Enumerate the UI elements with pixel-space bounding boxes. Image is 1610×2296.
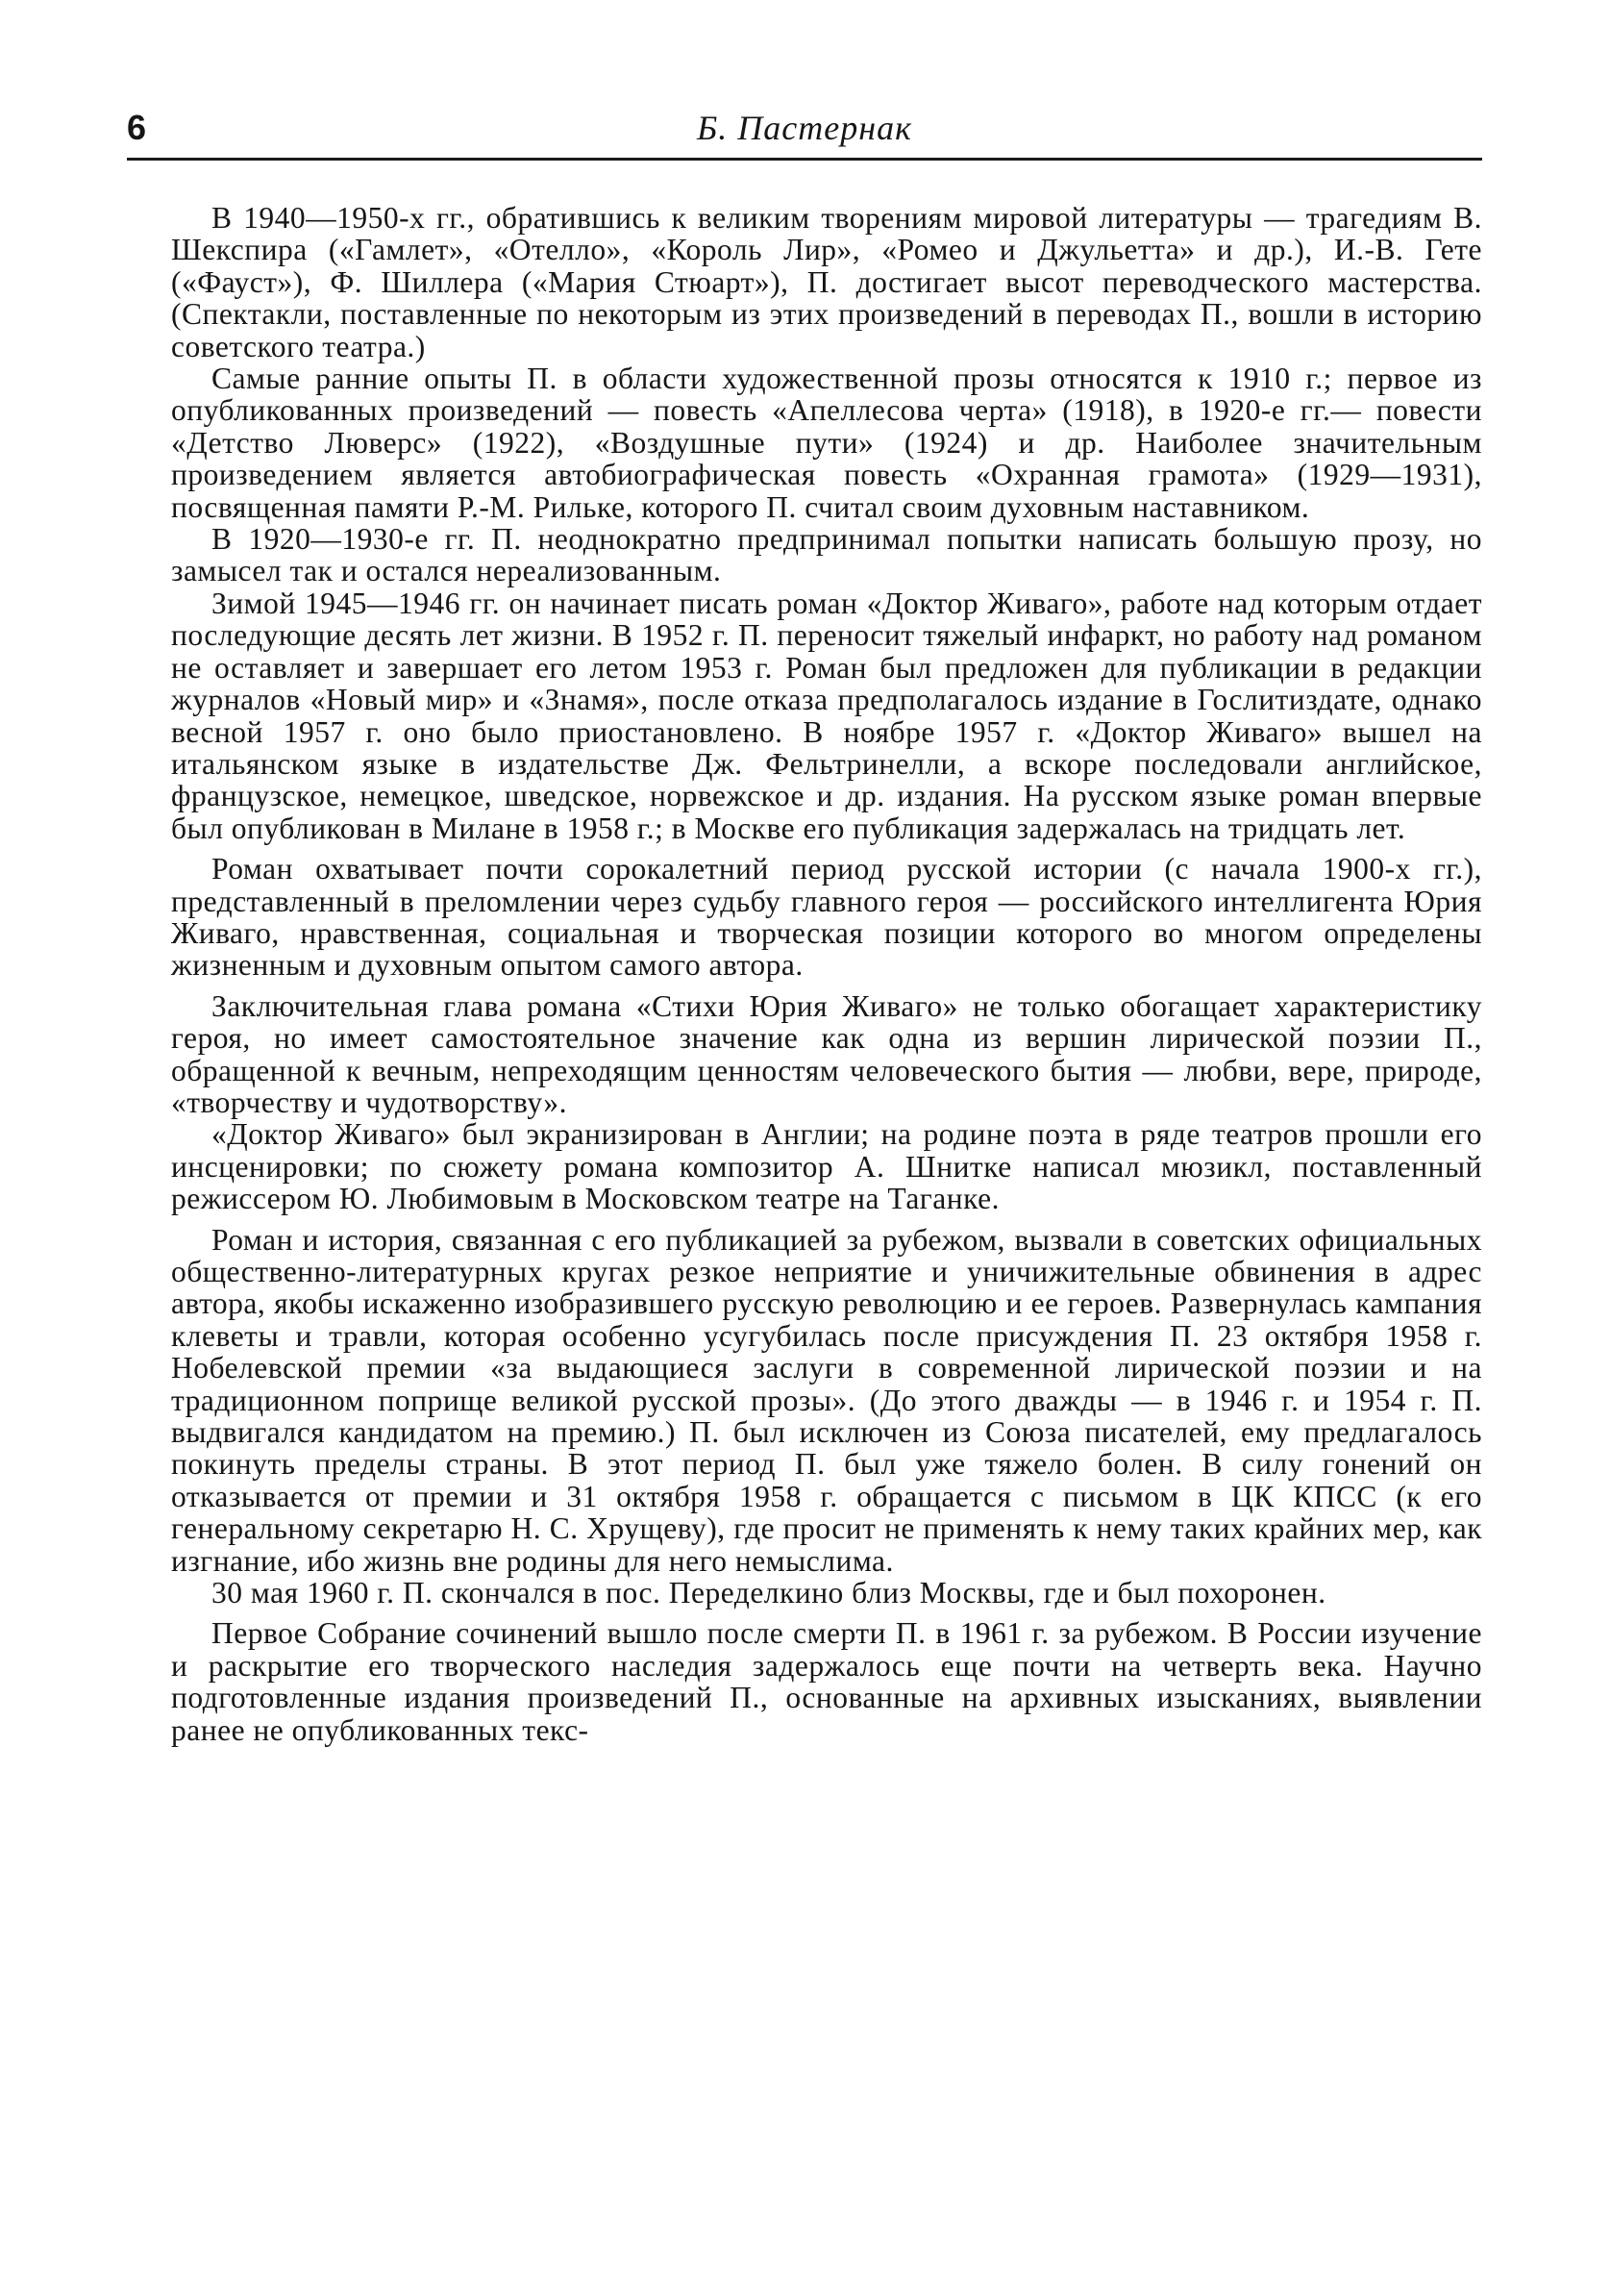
paragraph: Роман и история, связанная с его публикацией за рубежом, вызвали в советских официальных общественно-литературных кругах резкое неприятие и уничижительные обвинения в адрес автора, якобы искаженно изобразившего русскую революцию и ее героев. Развернулась кампания клеветы и травли, которая особенно усугубилась после присуждения П. 23 октября 1958 г. Нобелевской премии «за выдающиеся заслуги в современной лирической поэзии и на традиционном поприще великой русской прозы». (До этого дважды — в 1946 г. и 1954 г. П. выдвигался кандидатом на премию.) П. был исключен из Союза писателей, ему предлагалось покинуть пределы страны. В этот период П. был уже тяжело болен. В силу гонений он отказывается от премии и 31 октября 1958 г. обращается с письмом в ЦК КПСС (к его генеральному секретарю Н. С. Хрущеву), где просит не применять к нему таких крайних мер, как изгнание, ибо жизнь вне родины для него немыслима.: [171, 1222, 1482, 1578]
paragraph: В 1920—1930-е гг. П. неоднократно предпринимал попытки написать большую прозу, но замысел так и остался нереализованным.: [171, 522, 1482, 588]
paragraph: Первое Собрание сочинений вышло после смерти П. в 1961 г. за рубежом. В России изучение и раскрытие его творческого наследия задержалось еще почти на четверть века. Научно подготовленные издания произведений П., основанные на архивных изысканиях, выявлении ранее не опубликованных текс-: [171, 1616, 1482, 1747]
body-text: [171, 202, 1482, 1746]
paragraph: Заключительная глава романа «Стихи Юрия Живаго» не только обогащает характеристику героя, но имеет самостоятельное значение как одна из вершин лирической поэзии П., обращенной к вечным, непреходящим ценностям человеческого бытия — любви, вере, природе, «творчеству и чудотворству».: [171, 988, 1482, 1119]
page-header: [127, 104, 1482, 162]
page-number: 6: [127, 108, 147, 147]
header-rule: [127, 158, 1482, 161]
paragraph: В 1940—1950-х гг., обратившись к великим творениям мировой литературы — трагедиям В. Шекспира («Гамлет», «Отелло», «Король Лир», «Ромео и Джульетта» и др.), И.-В. Гете («Фауст»), Ф. Шиллера («Мария Стюарт»), П. достигает высот переводческого мастерства. (Спектакли, поставленные по некоторым из этих произведений в переводах П., вошли в историю советского театра.): [171, 201, 1482, 363]
paragraph: «Доктор Живаго» был экранизирован в Англии; на родине поэта в ряде театров прошли его инсценировки; по сюжету романа композитор А. Шнитке написал мюзикл, поставленный режиссером Ю. Любимовым в Московском театре на Таганке.: [171, 1117, 1482, 1216]
paragraph: Самые ранние опыты П. в области художественной прозы относятся к 1910 г.; первое из опубликованных произведений — повесть «Апеллесова черта» (1918), в 1920-е гг.— повести «Детство Люверс» (1922), «Воздушные пути» (1924) и др. Наиболее значительным произведением является автобиографическая повесть «Охранная грамота» (1929—1931), посвященная памяти Р.-М. Рильке, которого П. считал своим духовным наставником.: [171, 362, 1482, 524]
paragraph: 30 мая 1960 г. П. скончался в пос. Переделкино близ Москвы, где и был похоронен.: [211, 1576, 1326, 1610]
running-title: Б. Пастернак: [697, 109, 912, 147]
paragraph: Зимой 1945—1946 гг. он начинает писать роман «Доктор Живаго», работе над которым отдает последующие десять лет жизни. В 1952 г. П. переносит тяжелый инфаркт, но работу над романом не оставляет и завершает его летом 1953 г. Роман был предложен для публикации в редакции журналов «Новый мир» и «Знамя», после отказа предполагалось издание в Гослитиздате, однако весной 1957 г. оно было приостановлено. В ноябре 1957 г. «Доктор Живаго» вышел на итальянском языке в издательстве Дж. Фельтринелли, а вскоре последовали английское, французское, немецкое, шведское, норвежское и др. издания. На русском языке роман впервые был опубликован в Милане в 1958 г.; в Москве его публикация задержалась на тридцать лет.: [171, 586, 1482, 845]
paragraph: Роман охватывает почти сорокалетний период русской истории (с начала 1900-х гг.), представленный в преломлении через судьбу главного героя — российского интеллигента Юрия Живаго, нравственная, социальная и творческая позиции которого во многом определены жизненным и духовным опытом самого автора.: [171, 852, 1482, 983]
